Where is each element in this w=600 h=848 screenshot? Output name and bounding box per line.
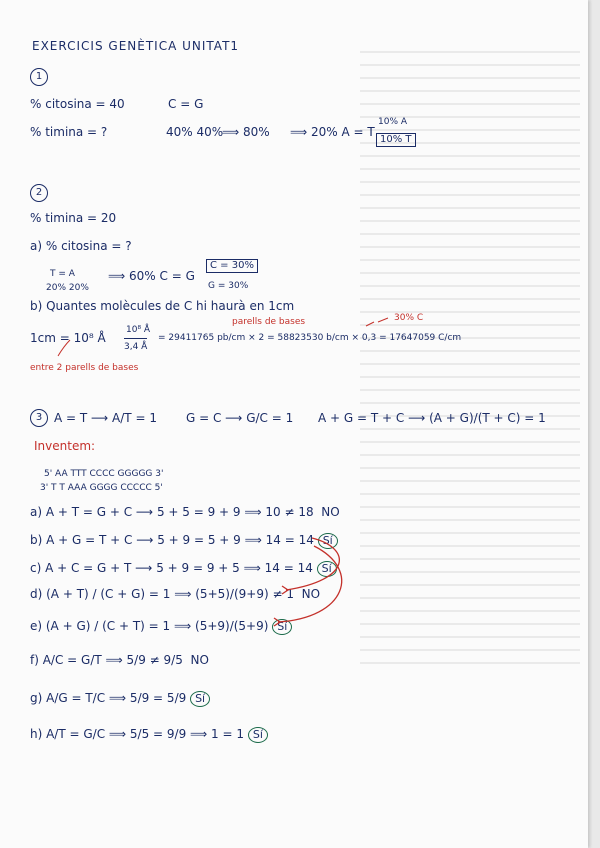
ex2-base-pairs-note: parells de bases — [232, 317, 306, 327]
ex3-item-e-result: Sí — [272, 619, 292, 635]
ex3-strand-2: 3' T T AAA GGGG CCCCC 5' — [40, 483, 163, 493]
ex2-c-result: C = 30% — [206, 259, 258, 273]
ex3-rule-ag-tc: A + G = T + C ⟶ (A + G)/(T + C) = 1 — [318, 411, 546, 425]
ex3-rule-gc: G = C ⟶ G/C = 1 — [186, 411, 294, 425]
ex1-a-equals-t: ⟹ 20% A = T — [290, 125, 375, 139]
ex2-question-b: b) Quantes molècules de C hi haurà en 1cm — [30, 299, 295, 313]
ex3-item-a: a) A + T = G + C ⟶ 5 + 5 = 9 + 9 ⟹ 10 ≠ 18 NO — [30, 505, 340, 519]
ex1-c-equals-g: C = G — [168, 97, 204, 111]
ex2-fraction-numerator: 10⁸ Å — [126, 325, 151, 335]
ex2-cm-to-angstrom: 1cm = 10⁸ Å — [30, 331, 106, 345]
ex3-strand-1: 5' AA TTT CCCC GGGGG 3' — [44, 469, 164, 479]
ex1-sum: ⟹ 80% — [222, 125, 270, 139]
ex3-item-h-result: Sí — [248, 727, 268, 743]
exercise-3-number: 3 — [30, 409, 48, 427]
ex3-item-d: d) (A + T) / (C + G) = 1 ⟹ (5+5)/(9+9) ≠ 1 NO — [30, 587, 321, 601]
arrowhead-d — [282, 586, 288, 594]
ex3-item-c: c) A + C = G + T ⟶ 5 + 9 = 9 + 5 ⟹ 14 = 14 Sí — [30, 560, 337, 577]
arrow-b-to-d — [286, 538, 339, 590]
between-pairs-arrow — [58, 340, 70, 356]
ex3-item-h: h) A/T = G/C ⟹ 5/5 = 9/9 ⟹ 1 = 1 Sí — [30, 726, 268, 743]
arrowhead-e — [274, 618, 280, 626]
ex2-calculation: = 29411765 pb/cm × 2 = 58823530 b/cm × 0,3 = 17647059 C/cm — [158, 333, 462, 343]
ex3-item-b: b) A + G = T + C ⟶ 5 + 9 = 5 + 9 ⟹ 14 = 14 Sí — [30, 532, 338, 549]
ex2-between-pairs-note: entre 2 parells de bases — [30, 363, 139, 373]
ex1-thymine: % timina = ? — [30, 125, 108, 139]
page-title: EXERCICIS GENÈTICA UNITAT1 — [32, 39, 240, 53]
ex3-item-f-result: NO — [190, 653, 209, 667]
ex2-t-equals-a: T = A — [50, 269, 75, 279]
ex1-percents: 40% 40% — [166, 125, 224, 139]
ex2-fraction-denominator: 3,4 Å — [124, 338, 147, 355]
ex3-item-b-result: Sí — [318, 533, 338, 549]
exercise-2-number: 2 — [30, 184, 48, 202]
ex2-thymine: % timina = 20 — [30, 211, 117, 225]
ex2-percents: 20% 20% — [46, 283, 89, 293]
ex3-rule-at: A = T ⟶ A/T = 1 — [54, 411, 157, 425]
ex3-invent-heading: Inventem: — [34, 439, 96, 453]
ex2-c-equals-g: ⟹ 60% C = G — [108, 269, 195, 283]
ex3-item-g-result: Sí — [190, 691, 210, 707]
ex1-result-t: 10% T — [376, 133, 416, 147]
note-arrow — [366, 318, 388, 326]
ex3-item-c-result: Sí — [317, 561, 337, 577]
ex1-result-a: 10% A — [378, 117, 408, 127]
ex3-item-d-result: NO — [301, 587, 321, 601]
ex2-question-a: a) % citosina = ? — [30, 239, 132, 253]
ex3-item-e: e) (A + G) / (C + T) = 1 ⟹ (5+9)/(5+9) Sí — [30, 618, 292, 635]
ex1-cytosine: % citosina = 40 — [30, 97, 125, 111]
ex3-item-g: g) A/G = T/C ⟹ 5/9 = 5/9 Sí — [30, 690, 210, 707]
ex2-g-result: G = 30% — [208, 281, 249, 291]
ex2-30-percent-note: 30% C — [394, 313, 424, 323]
ex3-item-f: f) A/C = G/T ⟹ 5/9 ≠ 9/5 NO — [30, 653, 209, 667]
exercise-1-number: 1 — [30, 68, 48, 86]
ex3-item-a-result: NO — [321, 505, 340, 519]
